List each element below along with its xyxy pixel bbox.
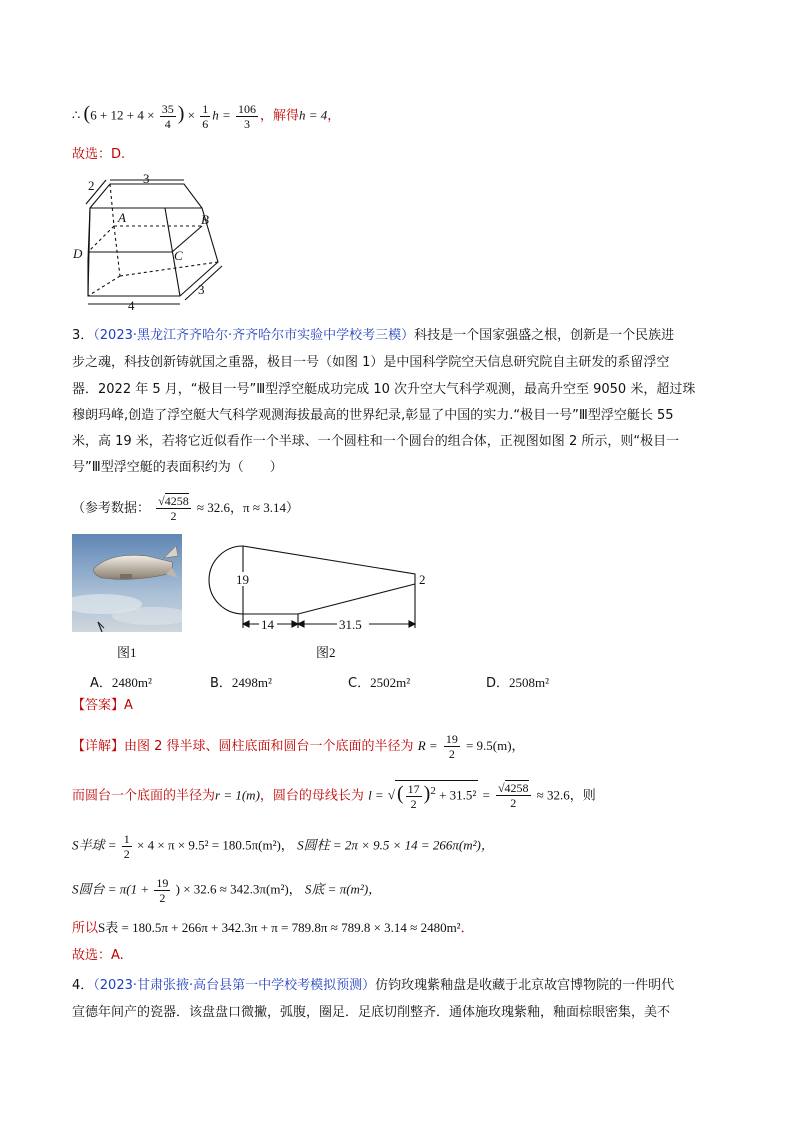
ref-fraction — [156, 494, 191, 523]
sqrt-value: 4258 — [504, 781, 529, 796]
cylinder-area: S圆柱 = 2π × 9.5 × 14 = 266π(m²)， — [297, 837, 494, 853]
fraction-1-6 — [200, 102, 210, 131]
frac-num: 19 — [445, 732, 458, 746]
detail-line-2 — [72, 780, 596, 811]
option-key: A． — [90, 676, 112, 691]
answer-prefix: 故选： — [72, 147, 112, 162]
label-2: 2 — [88, 178, 95, 193]
radius-value: = 9.5(m)， — [465, 738, 525, 753]
detail-line-1 — [72, 732, 525, 761]
fig1-label: 图1 — [117, 645, 137, 660]
frac-den: 2 — [448, 747, 455, 761]
label-A: A — [118, 210, 126, 225]
frac-den: 2 — [123, 847, 130, 861]
period: ． — [460, 921, 474, 936]
label-B: B — [201, 212, 209, 227]
frac-num: 35 — [161, 102, 174, 116]
hidden-edge — [88, 276, 120, 296]
fraction-19-2 — [154, 876, 170, 905]
detail-line-4 — [72, 876, 381, 905]
label-2: 2 — [419, 572, 426, 587]
reference-data — [72, 494, 299, 523]
fraction-35-4 — [160, 102, 176, 131]
label-D: D — [73, 246, 83, 261]
plus-term: + 31.5² — [439, 787, 477, 803]
formula-line-1 — [72, 102, 340, 131]
solve-text: ，解得 — [260, 108, 300, 124]
q4-line-1 — [72, 976, 674, 996]
option-a[interactable] — [90, 672, 152, 691]
fig2-label: 图2 — [316, 645, 336, 660]
q3-line-6: 号”Ⅲ型浮空艇的表面积约为（ ） — [72, 460, 283, 475]
formula-text: 6 + 12 + 4 × — [90, 107, 155, 123]
q3-line-1 — [72, 326, 674, 346]
label-3-top: 3 — [143, 171, 150, 186]
paren-close: ) — [177, 102, 185, 125]
slant-result: ≈ 32.6，则 — [536, 787, 596, 803]
slant-l: l = — [368, 787, 384, 803]
frac-den: 6 — [202, 117, 209, 131]
option-value: 2508m² — [509, 675, 550, 690]
h-result: h = 4 — [299, 107, 328, 123]
arrow — [243, 621, 249, 627]
question-source: （2023·甘肃张掖·高台县第一中学校考模拟预测） — [93, 978, 376, 993]
fraction-19-2 — [444, 732, 460, 761]
airship-photo — [72, 534, 182, 632]
answer-value: D. — [111, 147, 126, 162]
question-number: 4． — [72, 978, 94, 993]
ref-values: ≈ 32.6，π ≈ 3.14） — [196, 500, 299, 515]
detail-label: 【详解】 — [72, 739, 125, 754]
answer-label: 【答案】 — [72, 698, 125, 713]
comma: ， — [327, 107, 341, 123]
option-key: B． — [210, 676, 232, 691]
fraction-sqrt-4258 — [496, 781, 531, 810]
total-area: S表 = 180.5π + 266π + 342.3π + π = 789.8π ≈ 789.8 × 3.14 ≈ 2480m² — [98, 920, 461, 935]
answer-line-1 — [72, 145, 125, 165]
hemisphere-area-label: S半球 = — [72, 837, 117, 853]
times-symbol: × — [187, 107, 195, 123]
option-c[interactable] — [348, 672, 410, 691]
frac-den: 4 — [164, 117, 171, 131]
fraction-1-2 — [122, 832, 132, 861]
frac-den: 3 — [244, 117, 250, 131]
q3-line-4: 穆朗玛峰,创造了浮空艇大气科学观测海拔最高的世界纪录,彰显了中国的实力.“极目一号”Ⅲ型浮空艇长 55 — [72, 408, 674, 423]
detail-text: ，圆台的母线长为 — [259, 788, 364, 804]
frac-den: 2 — [410, 796, 417, 811]
detail-line-3 — [72, 832, 494, 861]
equals: = — [482, 787, 490, 803]
arrow — [409, 621, 415, 627]
q4-line-2: 宣德年间产的瓷器．该盘盘口微撇，弧腹，圈足．足底切削整齐．通体施玫瑰紫釉，釉面棕眼密集，美不 — [72, 1005, 671, 1020]
ref-sqrt: √4258 — [158, 494, 189, 508]
frac-num: 1 — [202, 102, 209, 116]
q3-line-3: 器．2022 年 5 月，“极目一号”Ⅲ型浮空艇成功完成 10 次升空大气科学观测，最高升空至 9050 米，超过珠 — [72, 382, 696, 397]
radius-r: r = 1(m) — [215, 787, 260, 803]
option-value: 2502m² — [370, 675, 411, 690]
detail-line-5 — [72, 918, 474, 939]
label-31-5: 31.5 — [339, 617, 362, 632]
label-14: 14 — [261, 617, 274, 632]
detail-text: 而圆台一个底面的半径为 — [72, 788, 216, 804]
prism-outer — [88, 184, 218, 296]
option-key: C． — [348, 676, 371, 691]
question-source: （2023·黑龙江齐齐哈尔·齐齐哈尔市实验中学校考三模） — [93, 328, 415, 343]
frac-num: 106 — [238, 102, 256, 116]
detail-text: 所以 — [72, 921, 99, 936]
answer-detail — [72, 946, 124, 966]
frac-num: 19 — [156, 876, 169, 890]
frustum-area-label: S圆台 = π(1 + — [72, 881, 150, 897]
paren: ) — [423, 782, 431, 805]
arrow — [298, 621, 304, 627]
option-value: 2480m² — [111, 675, 152, 690]
ref-den: 2 — [170, 509, 177, 523]
slant-sqrt: √ ( $\frac{17}{2}$ )$^2$ + 31.5² — [387, 781, 477, 811]
answer-prefix: 故选： — [72, 948, 112, 963]
hidden-edge — [88, 226, 114, 252]
detail-text: 由图 2 得半球、圆柱底面和圆台一个底面的半径为 — [124, 739, 414, 754]
label-3-right: 3 — [198, 282, 205, 297]
option-value: 2498m² — [231, 675, 272, 690]
question-number: 3． — [72, 328, 94, 343]
q3-line-2: 步之魂，科技创新铸就国之重器，极目一号（如图 1）是中国科学院空天信息研究院自主研发的系留浮空 — [72, 355, 670, 370]
prism-figure — [70, 168, 230, 318]
label-4: 4 — [128, 298, 135, 313]
airship-front-view — [205, 540, 435, 635]
question-text: 仿钧玫瑰紫釉盘是收藏于北京故宫博物院的一件明代 — [375, 978, 675, 993]
therefore-symbol: ∴ — [72, 107, 81, 123]
option-b[interactable] — [210, 672, 272, 691]
frac-den: 2 — [159, 891, 166, 905]
answer-value: A. — [111, 948, 124, 963]
label-19: 19 — [236, 572, 249, 587]
fraction-106-3 — [236, 102, 258, 131]
option-key: D． — [486, 676, 510, 691]
ref-prefix: （参考数据： — [72, 501, 151, 516]
hemisphere-area-value: × 4 × π × 9.5² = 180.5π(m²)， — [137, 837, 294, 853]
paren: ( — [396, 782, 404, 805]
frac-num: 17 — [407, 781, 420, 796]
hidden-edge — [114, 226, 120, 276]
frac-num: √4258 — [497, 781, 529, 796]
frac-den: 2 — [510, 796, 517, 811]
fraction-17-2 — [406, 782, 422, 811]
base-area: S底 = π(m²)， — [304, 881, 382, 897]
frustum-area-value: ) × 32.6 ≈ 342.3π(m²)， — [175, 881, 302, 897]
question-text: 科技是一个国家强盛之根，创新是一个民族进 — [414, 328, 675, 343]
h-equals: h = — [212, 107, 231, 123]
hidden-edge — [110, 184, 114, 226]
frac-num: 1 — [123, 832, 130, 846]
answer-3 — [72, 696, 133, 716]
answer-value: A — [124, 698, 133, 713]
paren-open: ( — [83, 102, 91, 125]
q3-line-5: 米，高 19 米，若将它近似看作一个半球、一个圆柱和一个圆台的组合体，正视图如图 2 所示，则“极目一 — [72, 434, 680, 449]
option-d[interactable] — [486, 672, 549, 691]
hidden-edge — [120, 262, 218, 276]
label-C: C — [174, 248, 183, 263]
ref-sqrt-value: 4258 — [164, 494, 189, 508]
radius-R: R = — [417, 738, 438, 753]
